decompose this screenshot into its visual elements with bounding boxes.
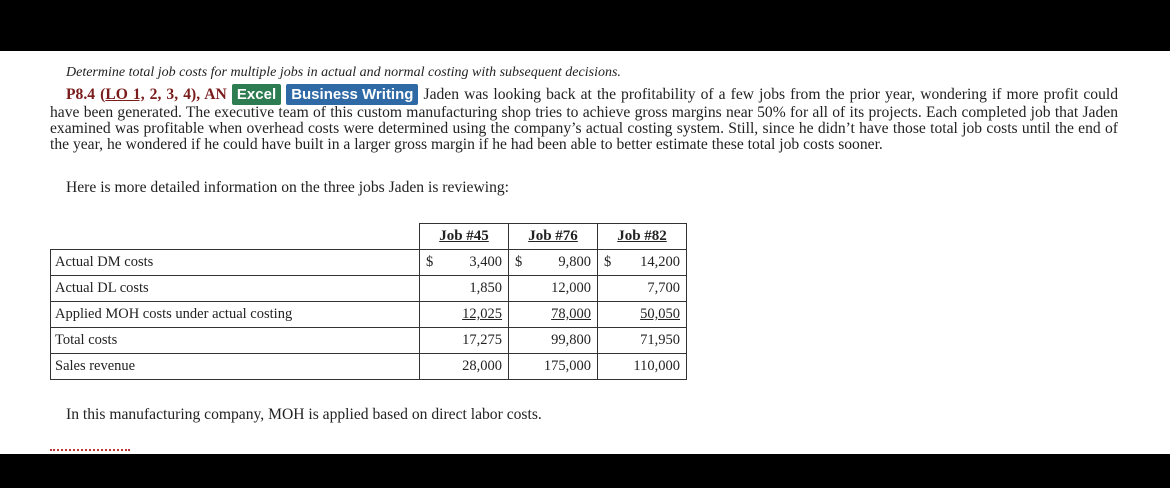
table-cell: $ 14,200 xyxy=(598,250,687,276)
textbook-page xyxy=(0,51,1170,454)
table-cell: 110,000 xyxy=(598,354,687,380)
table-cell: 78,000 xyxy=(509,302,598,328)
business-writing-badge: Business Writing xyxy=(286,84,418,105)
row-label: Total costs xyxy=(51,328,420,354)
table-cell: $ 3,400 xyxy=(420,250,509,276)
table-row xyxy=(51,328,687,354)
table-header-row xyxy=(51,224,687,250)
table-cell: 1,850 xyxy=(420,276,509,302)
column-header: Job #45 xyxy=(420,224,509,250)
table-row xyxy=(51,250,687,276)
problem-number: P8.4 xyxy=(66,86,96,103)
table-row xyxy=(51,276,687,302)
column-header: Job #82 xyxy=(598,224,687,250)
row-label: Applied MOH costs under actual costing xyxy=(51,302,420,328)
lo-open: ( xyxy=(100,86,106,103)
table-cell: 12,025 xyxy=(420,302,509,328)
job-cost-table xyxy=(50,223,687,380)
moh-note: In this manufacturing company, MOH is applied based on direct labor costs. xyxy=(66,406,542,423)
problem-subtitle: Determine total job costs for multiple jobs in actual and normal costing with subsequent decisions. xyxy=(66,65,621,80)
column-header: Job #76 xyxy=(509,224,598,250)
table-cell: 71,950 xyxy=(598,328,687,354)
row-label: Actual DM costs xyxy=(51,250,420,276)
row-label: Sales revenue xyxy=(51,354,420,380)
excel-badge: Excel xyxy=(232,84,281,105)
table-cell: $ 9,800 xyxy=(509,250,598,276)
problem-text: Jaden was looking back at the profitability of a few jobs from the prior year, wondering if more profit could have been generated. The executive team of this custom manufacturing shop tries to achieve gross margins near 50% for all of its projects. Each completed job that Jaden examined was profitable when overhead costs were determined using the company’s actual costing system. Still, since he didn’t have those total job costs until the end of the year, he wondered if he could have built in a larger gross margin if he had been able to better estimate these total job costs sooner. xyxy=(50,86,1119,153)
bottom-letterbox xyxy=(0,454,1170,488)
table-cell: 7,700 xyxy=(598,276,687,302)
table-intro: Here is more detailed information on the three jobs Jaden is reviewing: xyxy=(66,179,509,196)
table-row xyxy=(51,302,687,328)
learning-objective-link[interactable]: LO 1, xyxy=(105,86,145,103)
table-cell: 28,000 xyxy=(420,354,509,380)
table-cell: 175,000 xyxy=(509,354,598,380)
table-cell: 99,800 xyxy=(509,328,598,354)
table-cell: 17,275 xyxy=(420,328,509,354)
lo-close: ), AN xyxy=(191,86,227,103)
row-label: Actual DL costs xyxy=(51,276,420,302)
table-corner xyxy=(51,224,420,250)
table-row xyxy=(51,354,687,380)
problem-statement xyxy=(50,84,1118,152)
table-cell: 12,000 xyxy=(509,276,598,302)
table-cell: 50,050 xyxy=(598,302,687,328)
learning-objectives: 2, 3, 4 xyxy=(144,86,191,103)
